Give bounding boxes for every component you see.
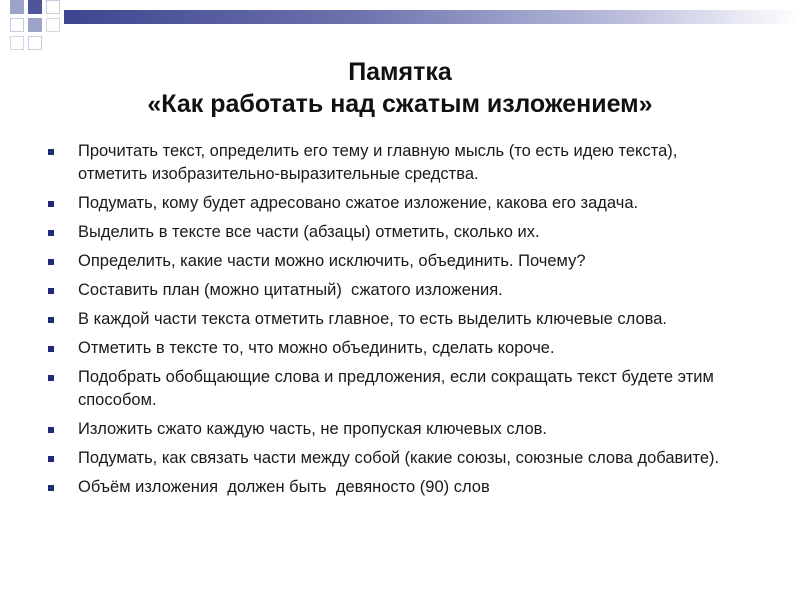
square-bullet-icon bbox=[48, 149, 54, 155]
list-item: Прочитать текст, определить его тему и главную мысль (то есть идею текста), отметить изобразительно-выразительные средства. bbox=[44, 140, 744, 186]
decor-square bbox=[28, 36, 42, 50]
decor-square bbox=[10, 18, 24, 32]
square-bullet-icon bbox=[48, 456, 54, 462]
list-item: Составить план (можно цитатный) сжатого изложения. bbox=[44, 279, 744, 302]
square-bullet-icon bbox=[48, 485, 54, 491]
list-item: Определить, какие части можно исключить, объединить. Почему? bbox=[44, 250, 744, 273]
decor-square bbox=[28, 18, 42, 32]
list-item: Отметить в тексте то, что можно объединить, сделать короче. bbox=[44, 337, 744, 360]
list-item: Выделить в тексте все части (абзацы) отметить, сколько их. bbox=[44, 221, 744, 244]
square-bullet-icon bbox=[48, 427, 54, 433]
list-item: Подумать, кому будет адресовано сжатое изложение, какова его задача. bbox=[44, 192, 744, 215]
decor-square bbox=[46, 0, 60, 14]
slide-title bbox=[0, 56, 800, 120]
square-bullet-icon bbox=[48, 259, 54, 265]
list-item: Изложить сжато каждую часть, не пропуская ключевых слов. bbox=[44, 418, 744, 441]
square-bullet-icon bbox=[48, 346, 54, 352]
decor-square bbox=[10, 36, 24, 50]
decor-square bbox=[46, 18, 60, 32]
memo-list bbox=[44, 140, 744, 505]
list-item: В каждой части текста отметить главное, то есть выделить ключевые слова. bbox=[44, 308, 744, 331]
list-item: Подобрать обобщающие слова и предложения, если сокращать текст будете этим способом. bbox=[44, 366, 744, 412]
list-item: Подумать, как связать части между собой (какие союзы, союзные слова добавите). bbox=[44, 447, 744, 470]
header-gradient-bar bbox=[64, 10, 800, 24]
square-bullet-icon bbox=[48, 201, 54, 207]
square-bullet-icon bbox=[48, 230, 54, 236]
square-bullet-icon bbox=[48, 317, 54, 323]
decor-square bbox=[10, 0, 24, 14]
square-bullet-icon bbox=[48, 288, 54, 294]
square-bullet-icon bbox=[48, 375, 54, 381]
title-line-2: «Как работать над сжатым изложением» bbox=[147, 90, 653, 118]
title-line-1: Памятка bbox=[348, 58, 452, 86]
decor-square bbox=[28, 0, 42, 14]
list-item: Объём изложения должен быть девяносто (90) слов bbox=[44, 476, 744, 499]
